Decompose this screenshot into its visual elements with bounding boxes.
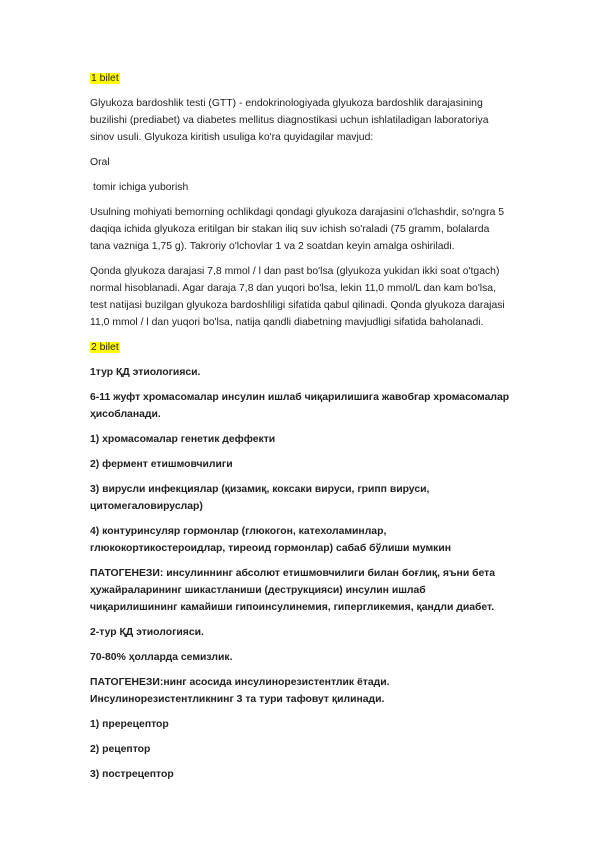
etiology-item-2: 2) фермент етишмовчилиги: [90, 459, 233, 470]
type2-pathogenesis-paragraph: ПАТОГЕНЕЗИ:нинг асосида инсулинорезистентлик ётади. Инсулинорезистентликнинг 3 та тури тафовут қилинади.: [90, 677, 390, 705]
resistance-type-1: 1) пререцептор: [90, 719, 169, 730]
ticket1-method-paragraph: Usulning mohiyati bemorning ochlikdagi qondagi glyukoza darajasini o'lchashdir, so'ngra 5 daqiqa ichida glyukoza eritilgan bir stakan iliq suv ichish so'raladi (75 gramm, bolalarda tana vazniga 1,75 g). Takroriy o'lchovlar 1 va 2 soatdan keyin amalga oshiriladi.: [90, 207, 505, 252]
ticket2-title: 2 bilet: [91, 342, 119, 353]
type2-etiology-heading: 2-тур ҚД этиологияси.: [90, 627, 204, 638]
etiology-item-3: 3) вирусли инфекциялар (қизамиқ, коксаки вируси, грипп вируси, цитомегаловируслар): [90, 484, 430, 512]
ticket1-intro-paragraph: Glyukoza bardoshlik testi (GTT) - endokrinologiyada glyukoza bardoshlik darajasining buzilishi (prediabet) va diabetes mellitus diagnostikasi uchun ishlatiladigan laboratoriya sinov usuli. Glyukoza kiritish usuliga ko'ra quyidagilar mavjud:: [90, 98, 489, 143]
resistance-type-2: 2) рецептор: [90, 744, 151, 755]
etiology-item-1: 1) хромасомалар генетик деффекти: [90, 434, 276, 445]
type1-pathogenesis-paragraph: ПАТОГЕНЕЗИ: инсулиннинг абсолют етишмовчилиги билан боғлиқ, яъни бета ҳужайраларининг шикастланиши (деструкцияси) инсулин ишлаб чиқарилишининг камайиши гипоинсулинемия, гипергликемия, қандли диабет.: [90, 568, 496, 613]
method-oral: Oral: [90, 157, 110, 168]
type1-etiology-heading: 1тур ҚД этиологияси.: [90, 367, 201, 378]
document-body: [90, 70, 510, 791]
etiology-item-4: 4) контуринсуляр гормонлар (глюкогон, катехоламинлар, глюкокортикостероидлар, тиреоид гормонлар) сабаб бўлиши мумкин: [90, 526, 452, 554]
resistance-type-3: 3) пострецептор: [90, 769, 174, 780]
ticket2-heading: [90, 339, 510, 356]
ticket1-heading: [90, 70, 510, 87]
ticket1-title: 1 bilet: [91, 73, 119, 84]
method-intravenous: tomir ichiga yuborish: [93, 182, 189, 193]
ticket1-results-paragraph: Qonda glyukoza darajasi 7,8 mmol / l dan past bo'lsa (glyukoza yukidan ikki soat o'tgach) normal hisoblanadi. Agar daraja 7,8 dan yuqori bo'lsa, lekin 11,0 mmol/L dan kam bo'lsa, test natijasi buzilgan glyukoza bardoshliligi sifatida qabul qilinadi. Qonda glyukoza darajasi 11,0 mmol / l dan yuqori bo'lsa, natija qandli diabetning mavjudligi sifatida baholanadi.: [90, 266, 505, 328]
obesity-paragraph: 70-80% ҳолларда семизлик.: [90, 652, 233, 663]
chromosomes-paragraph: 6-11 жуфт хромасомалар инсулин ишлаб чиқарилишига жавобгар хромасомалар ҳисобланади.: [90, 392, 510, 420]
